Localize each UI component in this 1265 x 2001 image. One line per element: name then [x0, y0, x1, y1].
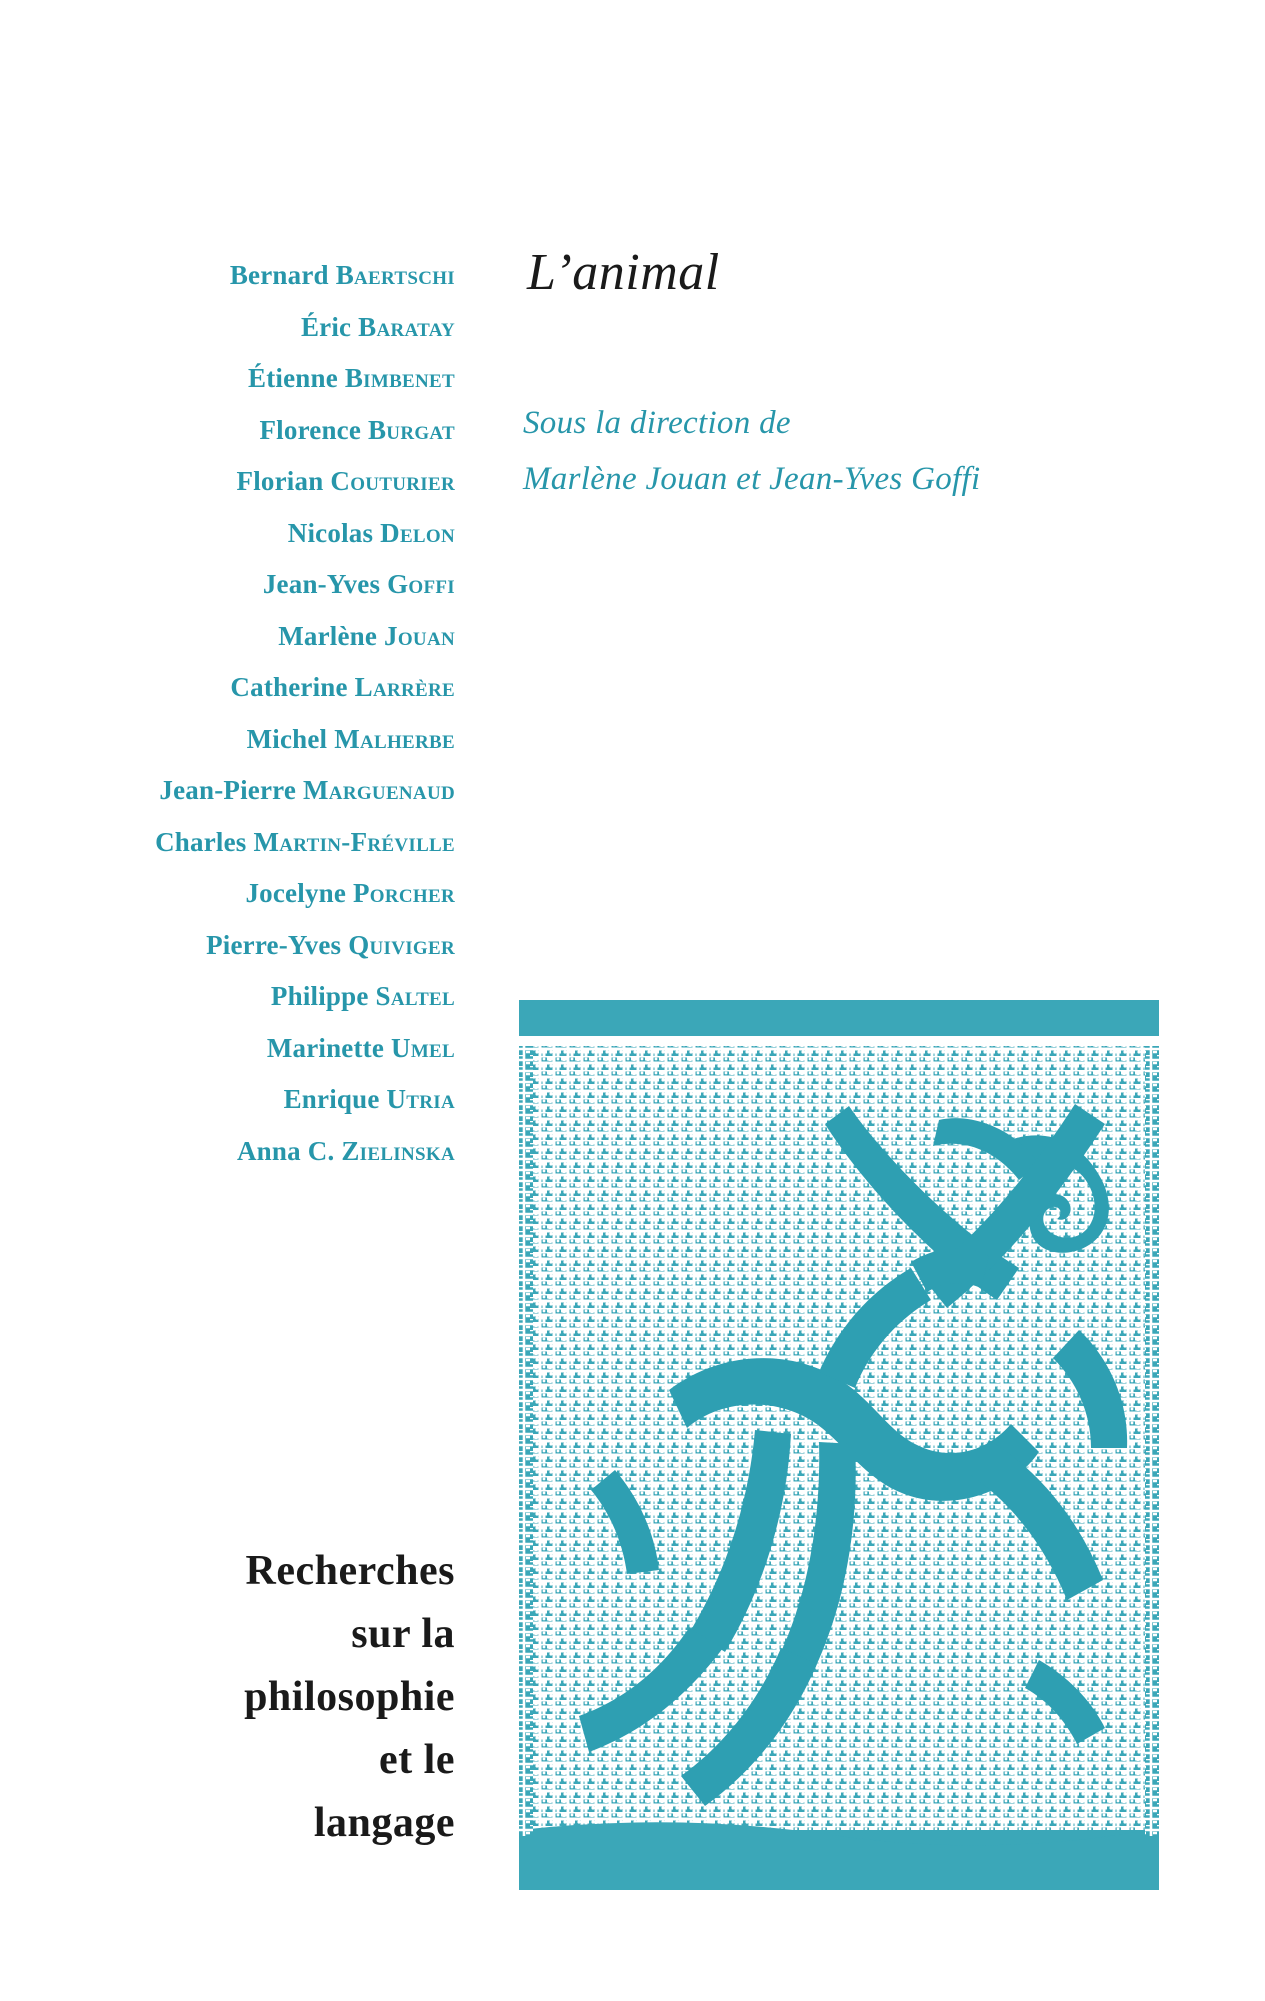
series-title [0, 1540, 455, 1855]
contributor-item [0, 714, 455, 766]
contributor-surname: Utria [386, 1084, 455, 1114]
contributor-item [0, 250, 455, 302]
contributor-item [0, 611, 455, 663]
contributor-item [0, 302, 455, 354]
contributor-surname: Baertschi [335, 260, 455, 290]
contributor-item [0, 868, 455, 920]
contributor-given-name: Michel [246, 723, 328, 754]
contributors-list [0, 250, 455, 1177]
contributor-given-name: Catherine [230, 672, 348, 702]
contributor-given-name: Éric [300, 311, 352, 342]
contributor-surname: Malherbe [334, 723, 455, 754]
contributor-item [0, 662, 455, 714]
editors-block [523, 395, 980, 507]
contributor-surname: Larrère [354, 672, 455, 702]
contributor-given-name: Jean-Pierre [159, 775, 297, 805]
contributor-surname: Delon [380, 517, 455, 548]
contributor-surname: Quiviger [348, 929, 455, 960]
contributor-item [0, 559, 455, 611]
contributor-given-name: Florence [259, 414, 362, 445]
contributor-surname: Bimbenet [344, 363, 455, 393]
contributor-item [0, 1126, 455, 1178]
contributor-surname: Umel [391, 1032, 455, 1063]
editors-names: Marlène Jouan et Jean-Yves Goffi [523, 461, 981, 497]
contributor-given-name: Bernard [229, 260, 329, 290]
book-title: L’animal [527, 244, 720, 301]
cover-artwork [519, 1000, 1159, 1890]
contributor-item [0, 817, 455, 869]
series-line: et le [379, 1737, 455, 1783]
contributor-surname: Martin-Fréville [253, 826, 455, 857]
contributor-given-name: Marlène [278, 620, 378, 651]
contributor-item [0, 1023, 455, 1075]
contributor-given-name: Marinette [266, 1032, 385, 1063]
contributor-surname: Couturier [330, 466, 455, 496]
contributor-item [0, 1074, 455, 1126]
contributor-item [0, 971, 455, 1023]
series-line: philosophie [244, 1674, 455, 1720]
contributor-given-name: Philippe [270, 981, 369, 1011]
contributor-given-name: Pierre-Yves [206, 929, 342, 960]
contributor-given-name: Jean-Yves [262, 569, 381, 599]
contributor-given-name: Enrique [283, 1084, 380, 1114]
woodcut-illustration-animal [519, 1000, 1159, 1890]
contributor-surname: Jouan [384, 620, 455, 651]
contributor-given-name: Nicolas [287, 517, 374, 548]
series-line: langage [313, 1800, 455, 1846]
contributor-surname: Baratay [358, 311, 455, 342]
contributor-item [0, 508, 455, 560]
contributor-item [0, 456, 455, 508]
contributor-item [0, 920, 455, 972]
editors-prefix: Sous la direction de [523, 405, 791, 441]
contributor-surname: Zielinska [341, 1135, 455, 1166]
contributor-given-name: Anna C. [236, 1135, 335, 1166]
contributor-surname: Burgat [367, 414, 455, 445]
contributor-item [0, 405, 455, 457]
contributor-item [0, 765, 455, 817]
contributor-item [0, 353, 455, 405]
contributor-given-name: Étienne [247, 363, 338, 393]
series-line: sur la [351, 1611, 455, 1657]
contributor-given-name: Florian [236, 466, 324, 496]
series-line: Recherches [245, 1548, 455, 1594]
contributor-surname: Porcher [353, 878, 455, 908]
contributor-surname: Goffi [387, 569, 455, 599]
contributor-given-name: Jocelyne [245, 878, 347, 908]
contributor-surname: Saltel [375, 981, 455, 1011]
contributor-surname: Marguenaud [303, 775, 455, 805]
contributor-given-name: Charles [155, 826, 247, 857]
